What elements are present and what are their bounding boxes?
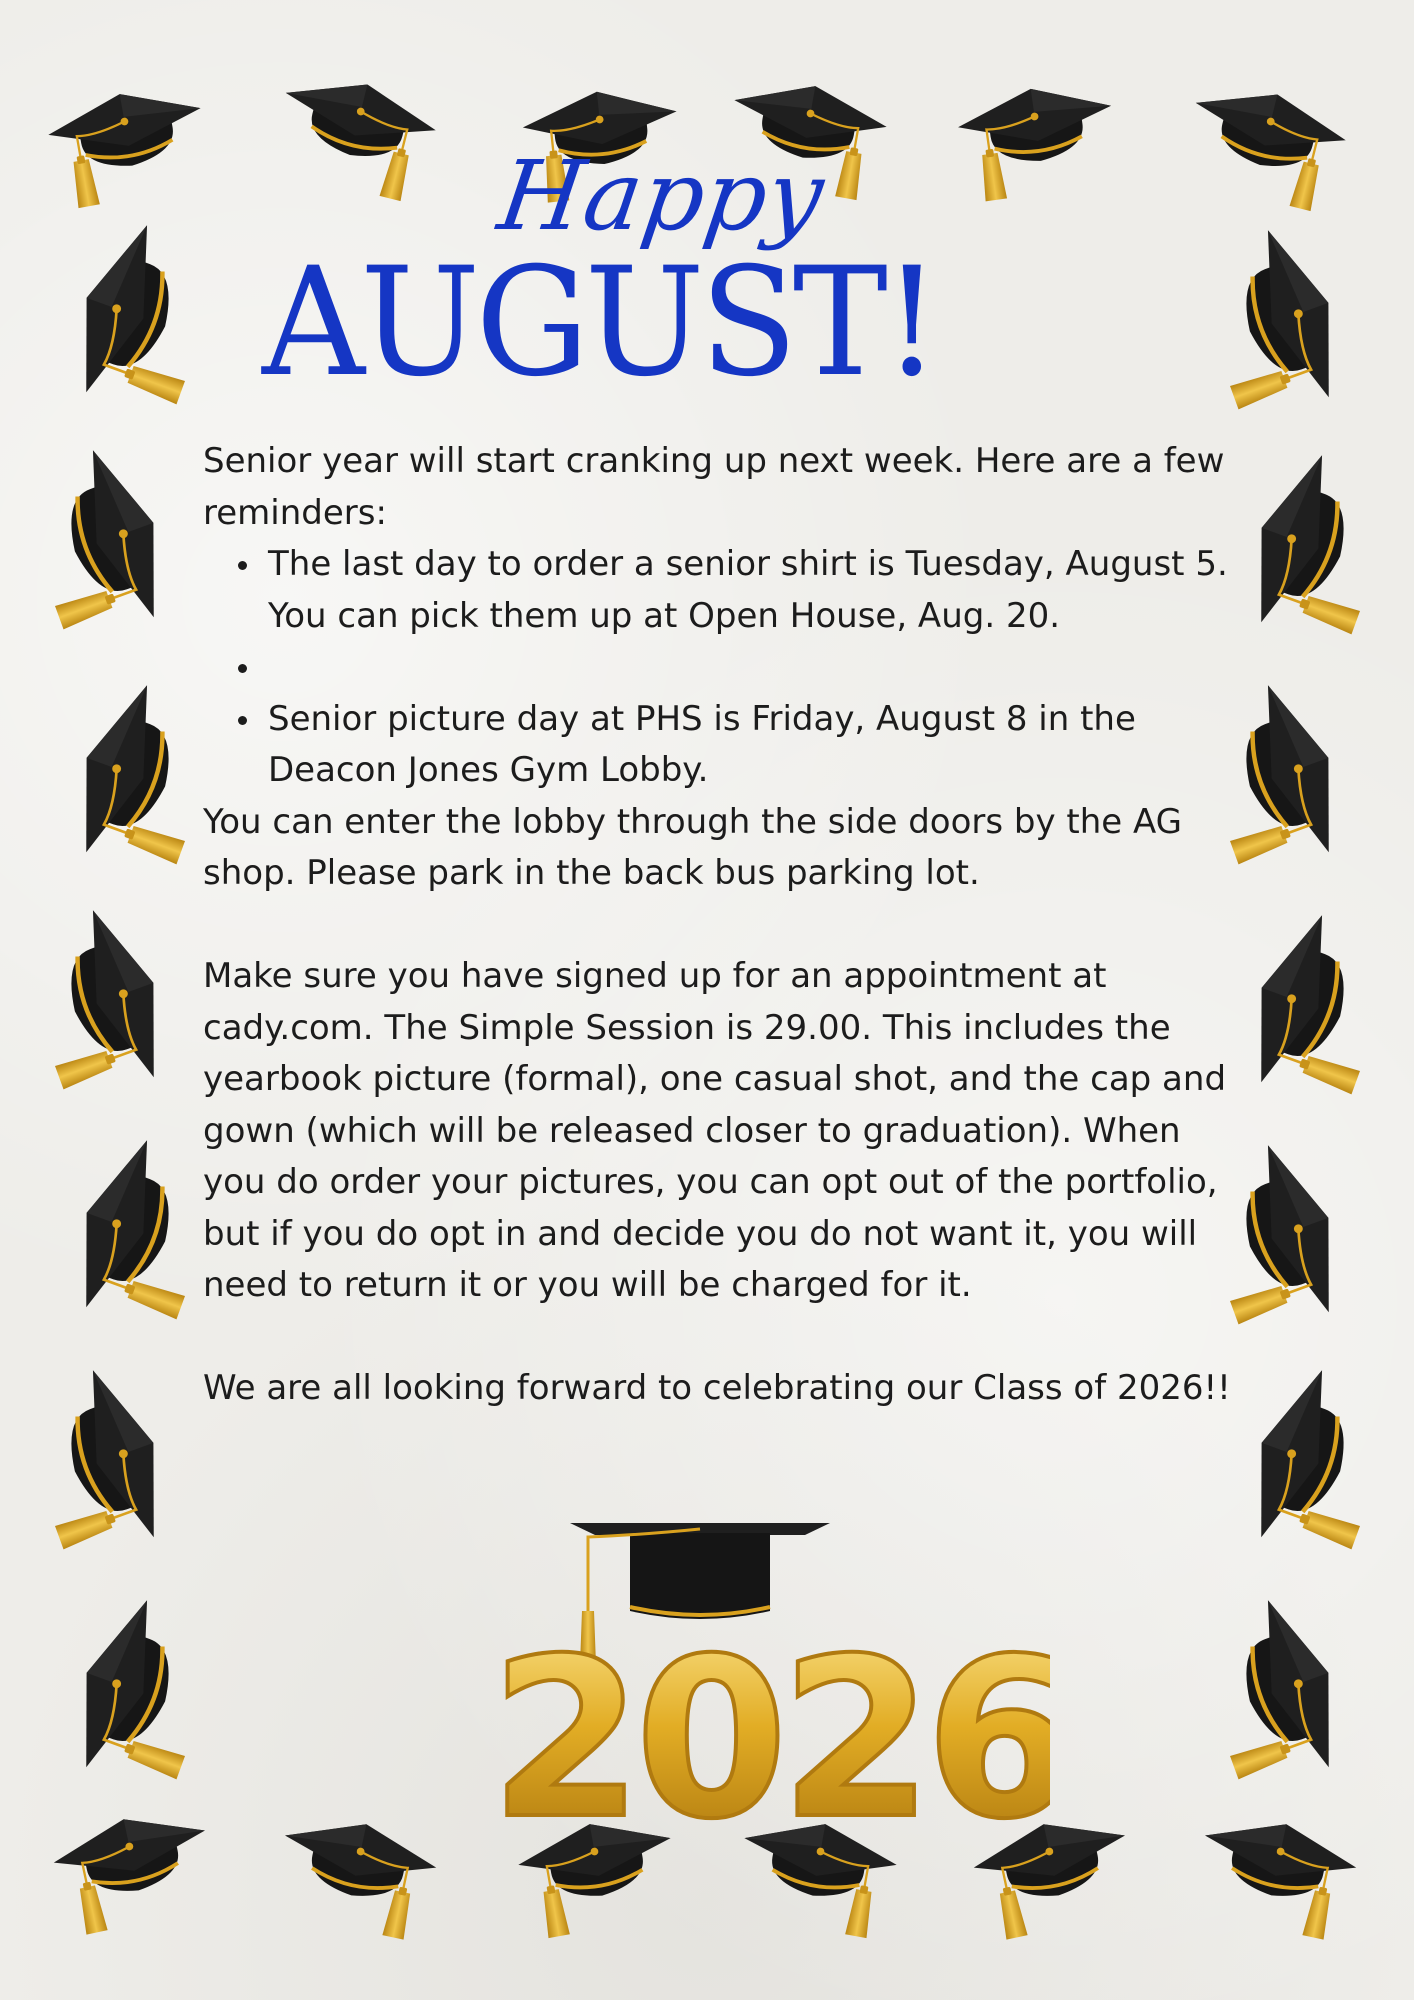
graduation-cap-icon xyxy=(40,60,210,220)
graduation-cap-icon xyxy=(1195,1790,1365,1950)
announcement-body xyxy=(203,436,1233,1415)
year-2026-text: 2026 xyxy=(490,1611,1050,1835)
heading-happy: Happy xyxy=(492,140,831,252)
reminder-list xyxy=(203,539,1233,694)
year-2026-balloon xyxy=(490,1515,1050,1839)
graduation-cap-icon xyxy=(950,55,1120,215)
graduation-cap-icon xyxy=(1215,455,1375,625)
graduation-cap-icon xyxy=(1215,230,1375,400)
graduation-cap-icon xyxy=(40,910,200,1080)
reminder-shirt-order: The last day to order a senior shirt is Tuesday, August 5. You can pick them up at Open House, Aug. 20. xyxy=(268,539,1233,642)
entry-note-paragraph: You can enter the lobby through the side doors by the AG shop. Please park in the back bus parking lot. xyxy=(203,801,1183,893)
list-spacer xyxy=(268,642,1233,694)
reminder-list xyxy=(203,694,1233,797)
graduation-cap-icon xyxy=(1215,1370,1375,1540)
graduation-cap-icon xyxy=(1215,1145,1375,1315)
graduation-cap-icon xyxy=(275,50,445,210)
paragraph-spacer xyxy=(203,1312,1233,1364)
heading-august: AUGUST! xyxy=(262,236,936,410)
graduation-cap-icon xyxy=(40,1600,200,1770)
graduation-cap-icon xyxy=(40,1140,200,1310)
appointment-paragraph: Make sure you have signed up for an appointment at cady.com. The Simple Session is 29.00. This includes the yearbook picture (formal), one casual shot, and the cap and gown (which will be released closer to graduation). When you do order your pictures, you can opt out of the portfolio, but if you do opt in and decide you do not want it, you will need to return it or you will be charged for it. xyxy=(203,956,1227,1305)
graduation-cap-icon xyxy=(1215,1600,1375,1770)
graduation-cap-icon xyxy=(1215,915,1375,1085)
intro-paragraph: Senior year will start cranking up next week. Here are a few reminders: xyxy=(203,441,1225,533)
graduation-cap-icon xyxy=(40,685,200,855)
graduation-cap-icon xyxy=(40,1370,200,1540)
graduation-cap-icon xyxy=(45,1785,215,1945)
graduation-cap-icon xyxy=(40,450,200,620)
paragraph-spacer xyxy=(203,900,1233,952)
graduation-cap-icon xyxy=(275,1790,445,1950)
graduation-cap-icon xyxy=(40,225,200,395)
reminder-picture-day: Senior picture day at PHS is Friday, August 8 in the Deacon Jones Gym Lobby. xyxy=(268,694,1233,797)
closing-paragraph: We are all looking forward to celebrating our Class of 2026!! xyxy=(203,1368,1231,1408)
graduation-cap-icon xyxy=(1215,685,1375,855)
graduation-cap-icon xyxy=(1185,60,1355,220)
